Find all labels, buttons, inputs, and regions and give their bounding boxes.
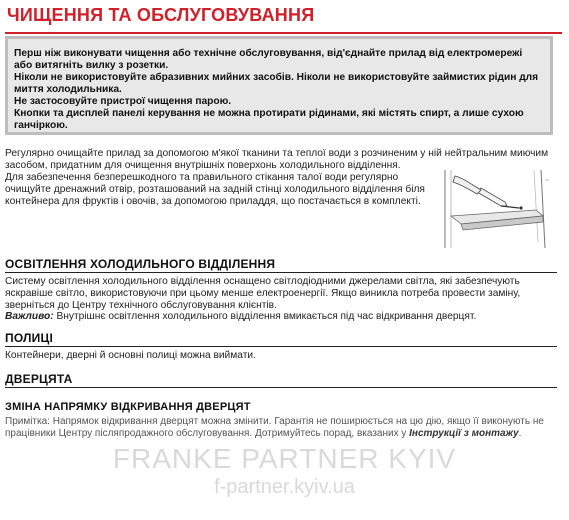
door-note [5,416,557,440]
door-heading: ДВЕРЦЯТА [5,372,73,386]
cleaning-paragraph: Регулярно очищайте прилад за допомогою м'якої тканини та теплої води з розчиненим у ній нейтральним миючим засобом, придатним для очищення внутрішніх поверхонь холодильного відділення. [5,148,549,172]
lighting-paragraph: Систему освітлення холодильного відділення оснащено світлодіодними джерелами світла, які забезпечують яскравіше світло, використовуючи при цьому менше електроенергії. Якщо виникла потреба провести заміну, зверніться до Центру технічного обслуговування клієнтів. [5,276,521,312]
watermark-url: f-partner.kyiv.ua [214,476,355,498]
drain-paragraph: Для забезпечення безперешкодного та правильного стікання талої води регулярно очищуйте дренажний отвір, розташований на задній стінці холодильного відділення біля контейнера для фруктів і овочів, за допомогою приладдя, що постачається в комплекті. [5,172,425,208]
lighting-important [5,311,553,323]
section-divider [5,387,557,388]
watermark-brand: FRANKE PARTNER KYIV [112,443,457,474]
door-subheading: ЗМІНА НАПРЯМКУ ВІДКРИВАННЯ ДВЕРЦЯТ [5,401,251,413]
shelves-paragraph: Контейнери, дверні й основні полиці можна виймати. [5,350,256,361]
door-note-end: . [518,428,522,440]
shelves-heading: ПОЛИЦІ [5,331,54,345]
warning-box [5,36,553,135]
drain-cleaning-illustration [441,170,553,248]
section-divider [5,272,557,273]
page-title: ЧИЩЕННЯ ТА ОБСЛУГОВУВАННЯ [7,5,315,25]
warning-line: Не застосовуйте пристрої чищення парою. [14,96,232,107]
title-divider [5,32,562,34]
install-instructions-ref: Інструкції з монтажу [409,428,519,440]
important-text: Внутрішнє освітлення холодильного відділення вмикається під час відкривання дверцят. [53,311,477,322]
important-label: Важливо: [5,311,54,322]
lighting-heading: ОСВІТЛЕННЯ ХОЛОДИЛЬНОГО ВІДДІЛЕННЯ [5,257,276,271]
door-note-text: Примітка: Напрямок відкривання дверцят можна змінити. Гарантія не поширюється на цю дію, якщо її виконують не працівники Центру післяпродажного обслуговування. Дотримуйтесь порад, вказаних у [5,416,544,440]
warning-line: Кнопки та дисплей панелі керування не можна протирати рідинами, які містять спирт, а лише сухою ганчіркою. [14,108,524,131]
section-divider [5,346,557,347]
warning-line: Ніколи не використовуйте абразивних мийних засобів. Ніколи не використовуйте займистих рідин для миття холодильника. [14,72,539,95]
warning-line: Перш ніж виконувати чищення або технічне обслуговування, від'єднайте прилад від електромережі або витягніть вилку з розетки. [14,48,523,71]
